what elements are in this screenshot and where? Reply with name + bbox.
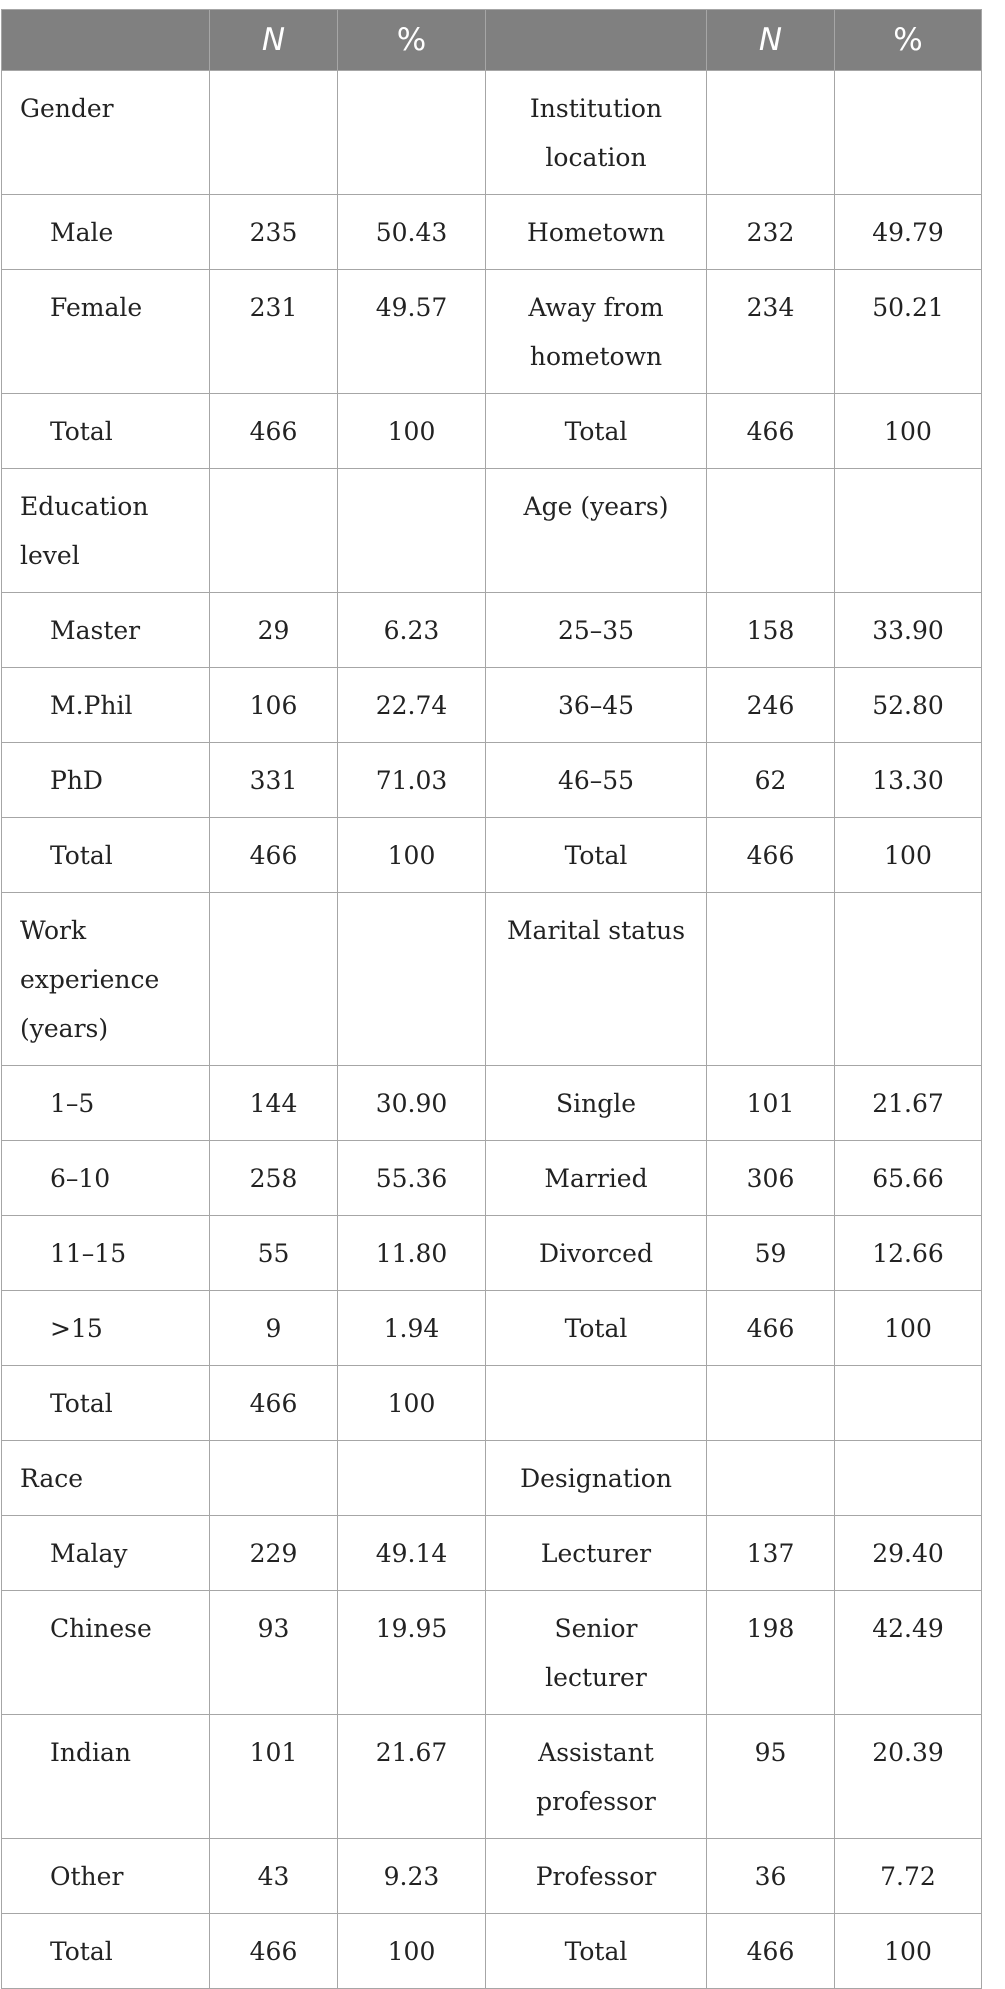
cell-left-n: 29 [210,593,338,668]
table-row [2,818,982,893]
cell-right-percent: 65.66 [835,1141,982,1216]
cell-right-percent [835,71,982,195]
table-row [2,1914,982,1989]
cell-left-percent: 100 [338,394,486,469]
table-row [2,469,982,593]
table-row [2,195,982,270]
cell-right-n [707,469,835,593]
cell-right-n: 198 [707,1591,835,1715]
cell-left-label: Total [2,1366,210,1441]
cell-left-n: 93 [210,1591,338,1715]
cell-left-percent: 71.03 [338,743,486,818]
cell-left-n: 258 [210,1141,338,1216]
cell-left-percent: 21.67 [338,1715,486,1839]
cell-right-percent: 50.21 [835,270,982,394]
cell-left-percent: 1.94 [338,1291,486,1366]
cell-left-label: Gender [2,71,210,195]
cell-right-label: Total [486,394,707,469]
cell-left-label: Male [2,195,210,270]
cell-right-n: 466 [707,1291,835,1366]
cell-left-n: 9 [210,1291,338,1366]
cell-right-percent [835,1441,982,1516]
cell-right-n [707,1366,835,1441]
demographics-table [1,9,982,1989]
table-row [2,394,982,469]
cell-right-percent: 7.72 [835,1839,982,1914]
table-body [2,71,982,1989]
cell-right-label: Designation [486,1441,707,1516]
table-row [2,1591,982,1715]
cell-right-n [707,1441,835,1516]
cell-right-n: 137 [707,1516,835,1591]
cell-left-label: Malay [2,1516,210,1591]
cell-left-label: M.Phil [2,668,210,743]
cell-left-label: Work experience (years) [2,893,210,1066]
cell-right-label: Hometown [486,195,707,270]
header-cell-blank-right [486,10,707,71]
cell-left-label: Indian [2,1715,210,1839]
cell-left-percent [338,1441,486,1516]
cell-right-percent: 29.40 [835,1516,982,1591]
cell-right-percent: 13.30 [835,743,982,818]
table-row [2,1715,982,1839]
cell-right-label: Assistant professor [486,1715,707,1839]
table-row [2,893,982,1066]
table-row [2,71,982,195]
cell-right-percent [835,893,982,1066]
table-row [2,1516,982,1591]
cell-left-label: 1–5 [2,1066,210,1141]
cell-right-label: Senior lecturer [486,1591,707,1715]
cell-left-percent: 100 [338,1914,486,1989]
cell-left-label: Total [2,394,210,469]
table-row [2,668,982,743]
cell-right-n: 306 [707,1141,835,1216]
cell-right-n: 246 [707,668,835,743]
table-row [2,743,982,818]
cell-right-label: Married [486,1141,707,1216]
cell-right-n: 101 [707,1066,835,1141]
cell-right-n: 466 [707,394,835,469]
cell-right-percent: 33.90 [835,593,982,668]
cell-right-percent: 42.49 [835,1591,982,1715]
cell-left-percent: 9.23 [338,1839,486,1914]
cell-left-label: Master [2,593,210,668]
cell-left-percent: 30.90 [338,1066,486,1141]
cell-left-percent: 50.43 [338,195,486,270]
cell-right-percent: 100 [835,1914,982,1989]
cell-right-n [707,71,835,195]
cell-left-label: Total [2,818,210,893]
cell-left-label: 11–15 [2,1216,210,1291]
cell-left-n: 101 [210,1715,338,1839]
cell-right-n: 59 [707,1216,835,1291]
cell-left-n: 231 [210,270,338,394]
cell-left-label: Female [2,270,210,394]
cell-right-percent: 20.39 [835,1715,982,1839]
cell-left-label: >15 [2,1291,210,1366]
cell-right-n: 158 [707,593,835,668]
cell-right-label: Institution location [486,71,707,195]
cell-right-percent: 12.66 [835,1216,982,1291]
cell-right-n: 232 [707,195,835,270]
cell-left-percent: 22.74 [338,668,486,743]
cell-right-label: Divorced [486,1216,707,1291]
cell-left-percent: 49.57 [338,270,486,394]
table-row [2,270,982,394]
cell-left-percent [338,469,486,593]
cell-right-label: Professor [486,1839,707,1914]
cell-left-percent [338,71,486,195]
cell-left-percent: 6.23 [338,593,486,668]
cell-right-n: 466 [707,818,835,893]
cell-right-label: Marital status [486,893,707,1066]
cell-right-percent: 100 [835,394,982,469]
cell-right-n [707,893,835,1066]
cell-right-label: Away from hometown [486,270,707,394]
cell-left-n: 466 [210,394,338,469]
cell-right-label: Total [486,1291,707,1366]
cell-left-percent: 100 [338,1366,486,1441]
cell-right-n: 36 [707,1839,835,1914]
table-row [2,1066,982,1141]
cell-right-n: 95 [707,1715,835,1839]
cell-left-label: 6–10 [2,1141,210,1216]
table-row [2,1441,982,1516]
cell-left-n: 55 [210,1216,338,1291]
cell-left-percent: 19.95 [338,1591,486,1715]
cell-left-n: 466 [210,818,338,893]
cell-left-label: PhD [2,743,210,818]
cell-right-n: 62 [707,743,835,818]
cell-left-percent: 100 [338,818,486,893]
table-row [2,1291,982,1366]
table-row [2,1141,982,1216]
table-row [2,1839,982,1914]
table-row [2,593,982,668]
cell-right-label: Age (years) [486,469,707,593]
cell-left-n [210,893,338,1066]
cell-right-percent: 52.80 [835,668,982,743]
header-cell-blank-left [2,10,210,71]
cell-right-percent [835,1366,982,1441]
cell-left-percent: 55.36 [338,1141,486,1216]
cell-left-percent: 49.14 [338,1516,486,1591]
table-row [2,1366,982,1441]
cell-right-label: 25–35 [486,593,707,668]
cell-right-label: Total [486,818,707,893]
cell-left-n: 331 [210,743,338,818]
cell-right-percent [835,469,982,593]
cell-left-n [210,1441,338,1516]
header-cell-n-right: N [707,10,835,71]
cell-right-percent: 100 [835,818,982,893]
cell-right-percent: 100 [835,1291,982,1366]
header-cell-percent-left: % [338,10,486,71]
cell-right-label: Lecturer [486,1516,707,1591]
table-row [2,1216,982,1291]
cell-right-label: Total [486,1914,707,1989]
cell-left-label: Total [2,1914,210,1989]
cell-left-n: 235 [210,195,338,270]
cell-left-label: Race [2,1441,210,1516]
cell-right-label [486,1366,707,1441]
cell-left-label: Chinese [2,1591,210,1715]
cell-left-label: Education level [2,469,210,593]
cell-left-percent: 11.80 [338,1216,486,1291]
cell-right-label: Single [486,1066,707,1141]
cell-right-n: 466 [707,1914,835,1989]
cell-left-n: 466 [210,1366,338,1441]
cell-left-n: 43 [210,1839,338,1914]
cell-left-label: Other [2,1839,210,1914]
cell-left-n [210,71,338,195]
cell-right-label: 46–55 [486,743,707,818]
header-cell-n-left: N [210,10,338,71]
header-row [2,10,982,71]
cell-left-n [210,469,338,593]
cell-left-n: 229 [210,1516,338,1591]
cell-left-n: 466 [210,1914,338,1989]
header-cell-percent-right: % [835,10,982,71]
cell-right-n: 234 [707,270,835,394]
cell-left-n: 144 [210,1066,338,1141]
cell-right-label: 36–45 [486,668,707,743]
cell-left-n: 106 [210,668,338,743]
cell-left-percent [338,893,486,1066]
cell-right-percent: 49.79 [835,195,982,270]
cell-right-percent: 21.67 [835,1066,982,1141]
